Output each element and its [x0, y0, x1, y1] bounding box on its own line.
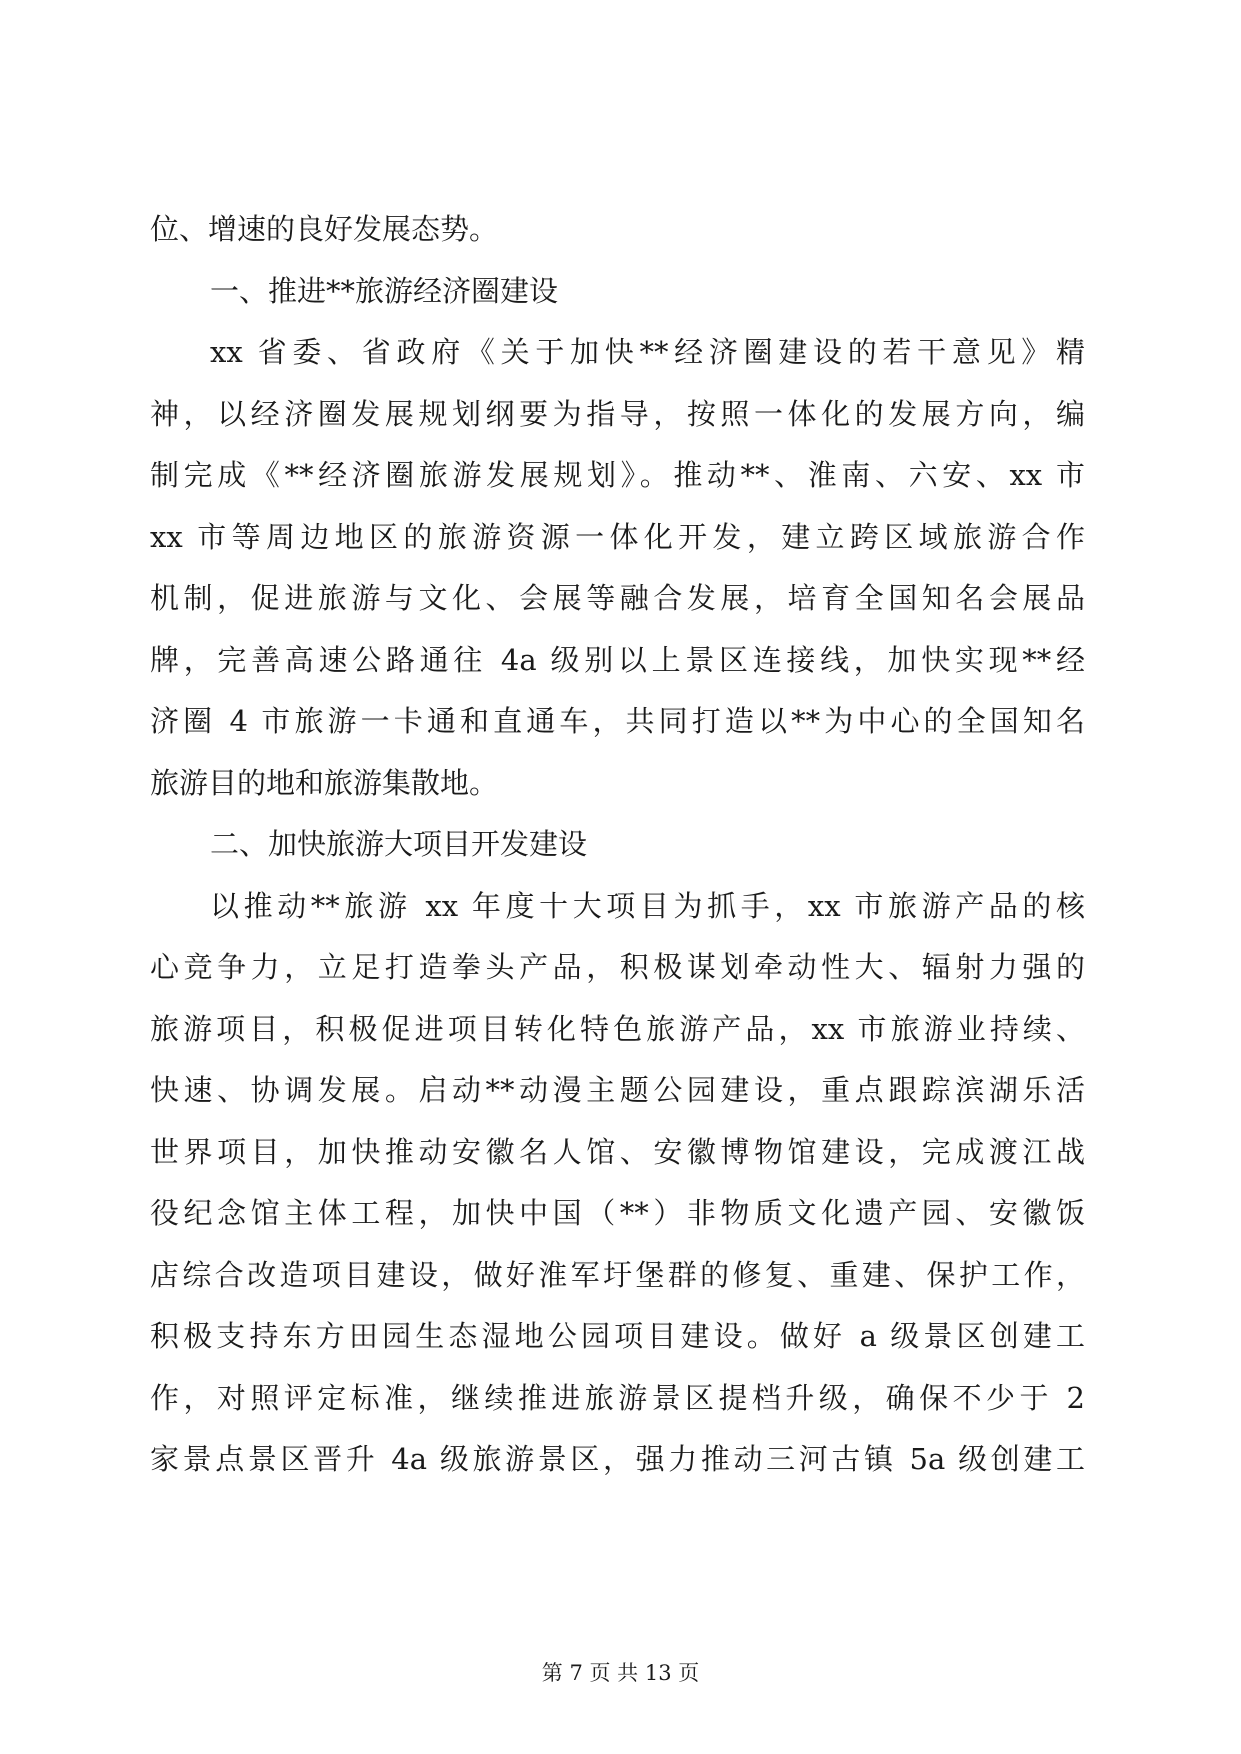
body-line: 位、增速的良好发展态势。	[150, 212, 499, 246]
body-line: 作，对照评定标准，继续推进旅游景区提档升级，确保不少于 2	[150, 1380, 1085, 1415]
body-line: 快速、协调发展。启动**动漫主题公园建设，重点跟踪滨湖乐活	[150, 1073, 1085, 1107]
body-line: 家景点景区晋升 4a 级旅游景区，强力推动三河古镇 5a 级创建工	[150, 1442, 1085, 1476]
section-heading-2: 二、加快旅游大项目开发建设	[210, 827, 588, 861]
body-line: 役纪念馆主体工程，加快中国（**）非物质文化遗产园、安徽饭	[150, 1196, 1085, 1230]
body-line: 店综合改造项目建设，做好淮军圩堡群的修复、重建、保护工作，	[150, 1257, 1085, 1292]
body-line: xx 省委、省政府《关于加快**经济圈建设的若干意见》精	[210, 335, 1085, 369]
body-line: 机制，促进旅游与文化、会展等融合发展，培育全国知名会展品	[150, 581, 1085, 615]
body-line: 制完成《**经济圈旅游发展规划》。推动**、淮南、六安、xx 市	[150, 458, 1085, 492]
section-heading-1: 一、推进**旅游经济圈建设	[210, 273, 559, 308]
body-line: 心竞争力，立足打造拳头产品，积极谋划牵动性大、辐射力强的	[150, 950, 1085, 984]
body-line: 世界项目，加快推动安徽名人馆、安徽博物馆建设，完成渡江战	[150, 1134, 1085, 1169]
body-line: 以推动**旅游 xx 年度十大项目为抓手，xx 市旅游产品的核	[210, 888, 1085, 923]
body-line: xx 市等周边地区的旅游资源一体化开发，建立跨区域旅游合作	[150, 519, 1085, 554]
document-body	[150, 199, 1085, 1491]
body-line: 旅游项目，积极促进项目转化特色旅游产品，xx 市旅游业持续、	[150, 1011, 1085, 1046]
page-number-footer: 第 7 页 共 13 页	[541, 1661, 700, 1685]
body-line: 旅游目的地和旅游集散地。	[150, 765, 499, 800]
body-line: 济圈 4 市旅游一卡通和直通车，共同打造以**为中心的全国知名	[150, 704, 1085, 738]
body-line: 积极支持东方田园生态湿地公园项目建设。做好 a 级景区创建工	[150, 1319, 1085, 1353]
body-line: 牌，完善高速公路通往 4a 级别以上景区连接线，加快实现**经	[150, 642, 1085, 677]
body-line: 神，以经济圈发展规划纲要为指导，按照一体化的发展方向，编	[150, 396, 1085, 431]
